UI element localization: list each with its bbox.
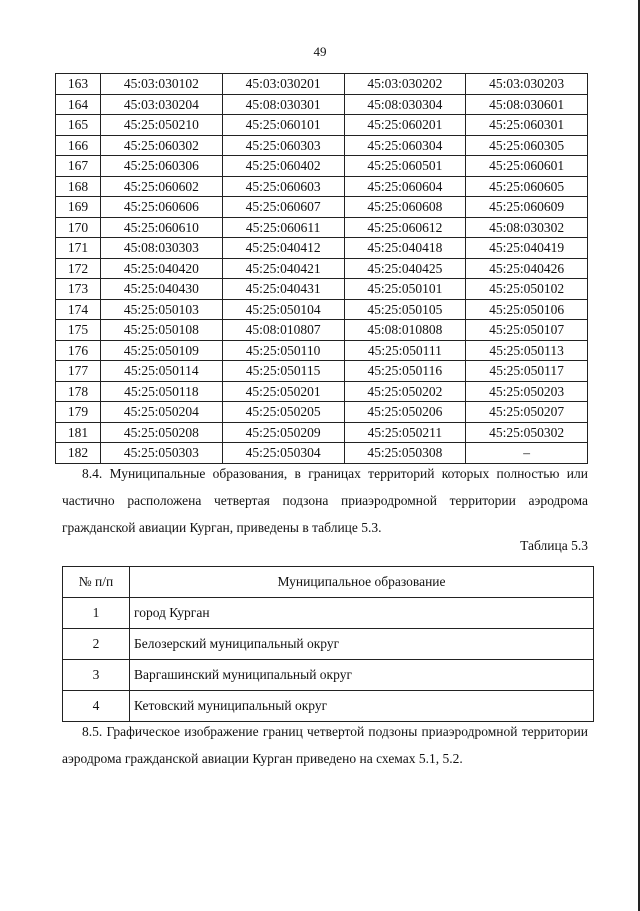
paragraph-8-5-text: 8.5. Графическое изображение границ четвертой подзоны приаэродромной территории аэродрома гражданской авиации Курган приведено на схемах 5.1, 5.2. xyxy=(62,724,588,766)
row-number: 168 xyxy=(56,176,101,197)
cadastral-code: 45:25:050205 xyxy=(222,402,344,423)
table-row xyxy=(56,115,588,136)
cadastral-code: 45:25:050206 xyxy=(344,402,466,423)
cadastral-code: 45:25:050118 xyxy=(101,381,223,402)
cadastral-code: 45:03:030201 xyxy=(222,74,344,95)
cadastral-code: 45:03:030102 xyxy=(101,74,223,95)
row-number: 3 xyxy=(63,660,130,691)
cadastral-code: 45:25:040418 xyxy=(344,238,466,259)
table-header-row xyxy=(63,567,594,598)
cadastral-code: 45:25:060402 xyxy=(222,156,344,177)
row-number: 164 xyxy=(56,94,101,115)
cadastral-code: 45:08:030304 xyxy=(344,94,466,115)
cadastral-code: 45:25:060305 xyxy=(466,135,588,156)
header-name: Муниципальное образование xyxy=(130,567,594,598)
cadastral-codes-body xyxy=(56,74,588,464)
cadastral-code: 45:25:050211 xyxy=(344,422,466,443)
cadastral-code: 45:25:050114 xyxy=(101,361,223,382)
cadastral-code: 45:25:060602 xyxy=(101,176,223,197)
row-number: 1 xyxy=(63,598,130,629)
row-number: 4 xyxy=(63,691,130,722)
row-number: 178 xyxy=(56,381,101,402)
cadastral-code: 45:25:060304 xyxy=(344,135,466,156)
cadastral-code: 45:25:060609 xyxy=(466,197,588,218)
cadastral-code: 45:03:030202 xyxy=(344,74,466,95)
cadastral-code: 45:25:060501 xyxy=(344,156,466,177)
row-number: 167 xyxy=(56,156,101,177)
cadastral-code: 45:25:040412 xyxy=(222,238,344,259)
paragraph-8-4-text: 8.4. Муниципальные образования, в границах территорий которых полностью или частично расположена четвертая подзона приаэродромной территории аэродрома гражданской авиации Курган, приведены в таблице 5.3. xyxy=(62,466,588,535)
row-number: 173 xyxy=(56,279,101,300)
row-number: 170 xyxy=(56,217,101,238)
row-number: 177 xyxy=(56,361,101,382)
cadastral-code: 45:25:060606 xyxy=(101,197,223,218)
row-number: 165 xyxy=(56,115,101,136)
cadastral-code: 45:25:040421 xyxy=(222,258,344,279)
table-row xyxy=(63,598,594,629)
table-row xyxy=(56,94,588,115)
cadastral-code: 45:25:060303 xyxy=(222,135,344,156)
cadastral-code: 45:25:050303 xyxy=(101,443,223,464)
cadastral-code: 45:25:060603 xyxy=(222,176,344,197)
paragraph-8-5 xyxy=(62,718,588,772)
cadastral-code: 45:25:060101 xyxy=(222,115,344,136)
municipal-formation-name: город Курган xyxy=(130,598,594,629)
cadastral-code: 45:08:030303 xyxy=(101,238,223,259)
cadastral-code: 45:08:010807 xyxy=(222,320,344,341)
table-row xyxy=(56,381,588,402)
table-row xyxy=(56,340,588,361)
row-number: 182 xyxy=(56,443,101,464)
cadastral-code: 45:08:030601 xyxy=(466,94,588,115)
row-number: 166 xyxy=(56,135,101,156)
table-row xyxy=(56,197,588,218)
cadastral-code: 45:25:050102 xyxy=(466,279,588,300)
table-row xyxy=(56,238,588,259)
row-number: 176 xyxy=(56,340,101,361)
cadastral-code: 45:25:050209 xyxy=(222,422,344,443)
cadastral-code: 45:25:060601 xyxy=(466,156,588,177)
cadastral-code: 45:25:050101 xyxy=(344,279,466,300)
cadastral-code: 45:25:060605 xyxy=(466,176,588,197)
table-row xyxy=(56,135,588,156)
cadastral-code: 45:25:060607 xyxy=(222,197,344,218)
cadastral-code: 45:25:050108 xyxy=(101,320,223,341)
cadastral-code: 45:25:040426 xyxy=(466,258,588,279)
cadastral-code: 45:25:050111 xyxy=(344,340,466,361)
cadastral-code: 45:25:050208 xyxy=(101,422,223,443)
cadastral-code: 45:25:050109 xyxy=(101,340,223,361)
table-row xyxy=(56,422,588,443)
table-row xyxy=(56,361,588,382)
row-number: 2 xyxy=(63,629,130,660)
cadastral-code: 45:08:030301 xyxy=(222,94,344,115)
cadastral-code: 45:25:040430 xyxy=(101,279,223,300)
row-number: 163 xyxy=(56,74,101,95)
table-row xyxy=(56,279,588,300)
municipal-formations-body xyxy=(63,598,594,722)
cadastral-code: 45:25:050304 xyxy=(222,443,344,464)
cadastral-code: 45:25:050202 xyxy=(344,381,466,402)
table-row xyxy=(56,299,588,320)
cadastral-code: 45:25:050104 xyxy=(222,299,344,320)
row-number: 169 xyxy=(56,197,101,218)
cadastral-code: 45:08:030302 xyxy=(466,217,588,238)
table-row xyxy=(63,660,594,691)
cadastral-code: 45:25:050308 xyxy=(344,443,466,464)
table-row xyxy=(56,402,588,423)
table-caption: Таблица 5.3 xyxy=(520,538,588,553)
municipal-formation-name: Белозерский муниципальный округ xyxy=(130,629,594,660)
row-number: 181 xyxy=(56,422,101,443)
table-row xyxy=(56,258,588,279)
cadastral-code: 45:25:050103 xyxy=(101,299,223,320)
cadastral-code: 45:25:050210 xyxy=(101,115,223,136)
row-number: 179 xyxy=(56,402,101,423)
cadastral-code: 45:08:010808 xyxy=(344,320,466,341)
cadastral-code: 45:25:060611 xyxy=(222,217,344,238)
cadastral-code: 45:25:050113 xyxy=(466,340,588,361)
table-row xyxy=(56,217,588,238)
table-row xyxy=(56,156,588,177)
cadastral-code: 45:25:050203 xyxy=(466,381,588,402)
cadastral-code: 45:25:060201 xyxy=(344,115,466,136)
cadastral-code: 45:25:050106 xyxy=(466,299,588,320)
municipal-formations-table xyxy=(62,566,594,722)
cadastral-code: 45:25:050116 xyxy=(344,361,466,382)
table-row xyxy=(63,691,594,722)
table-row xyxy=(63,629,594,660)
row-number: 174 xyxy=(56,299,101,320)
table-row xyxy=(56,176,588,197)
cadastral-code: 45:25:060612 xyxy=(344,217,466,238)
cadastral-code: 45:25:040431 xyxy=(222,279,344,300)
cadastral-code: 45:25:050105 xyxy=(344,299,466,320)
cadastral-code: 45:25:060301 xyxy=(466,115,588,136)
cadastral-code: 45:25:050302 xyxy=(466,422,588,443)
paragraph-8-4 xyxy=(62,460,588,541)
municipal-formation-name: Варгашинский муниципальный округ xyxy=(130,660,594,691)
cadastral-code: 45:25:040420 xyxy=(101,258,223,279)
cadastral-code: 45:25:050201 xyxy=(222,381,344,402)
row-number: 175 xyxy=(56,320,101,341)
cadastral-code: 45:03:030204 xyxy=(101,94,223,115)
municipal-formation-name: Кетовский муниципальный округ xyxy=(130,691,594,722)
cadastral-code: 45:25:060604 xyxy=(344,176,466,197)
cadastral-code: 45:25:060608 xyxy=(344,197,466,218)
row-number: 172 xyxy=(56,258,101,279)
cadastral-code: 45:25:050107 xyxy=(466,320,588,341)
cadastral-code: 45:25:050207 xyxy=(466,402,588,423)
table-row xyxy=(56,320,588,341)
cadastral-codes-table xyxy=(55,73,588,464)
cadastral-code: 45:25:040425 xyxy=(344,258,466,279)
cadastral-code: 45:25:050204 xyxy=(101,402,223,423)
cadastral-code: 45:25:050110 xyxy=(222,340,344,361)
row-number: 171 xyxy=(56,238,101,259)
cadastral-code: 45:25:050115 xyxy=(222,361,344,382)
cadastral-code: 45:25:050117 xyxy=(466,361,588,382)
cadastral-code: 45:25:060610 xyxy=(101,217,223,238)
cadastral-code: 45:25:060306 xyxy=(101,156,223,177)
header-number: № п/п xyxy=(63,567,130,598)
cadastral-code: 45:25:060302 xyxy=(101,135,223,156)
cadastral-code: – xyxy=(466,443,588,464)
cadastral-code: 45:25:040419 xyxy=(466,238,588,259)
table-row xyxy=(56,74,588,95)
page-number: 49 xyxy=(313,44,327,59)
cadastral-code: 45:03:030203 xyxy=(466,74,588,95)
